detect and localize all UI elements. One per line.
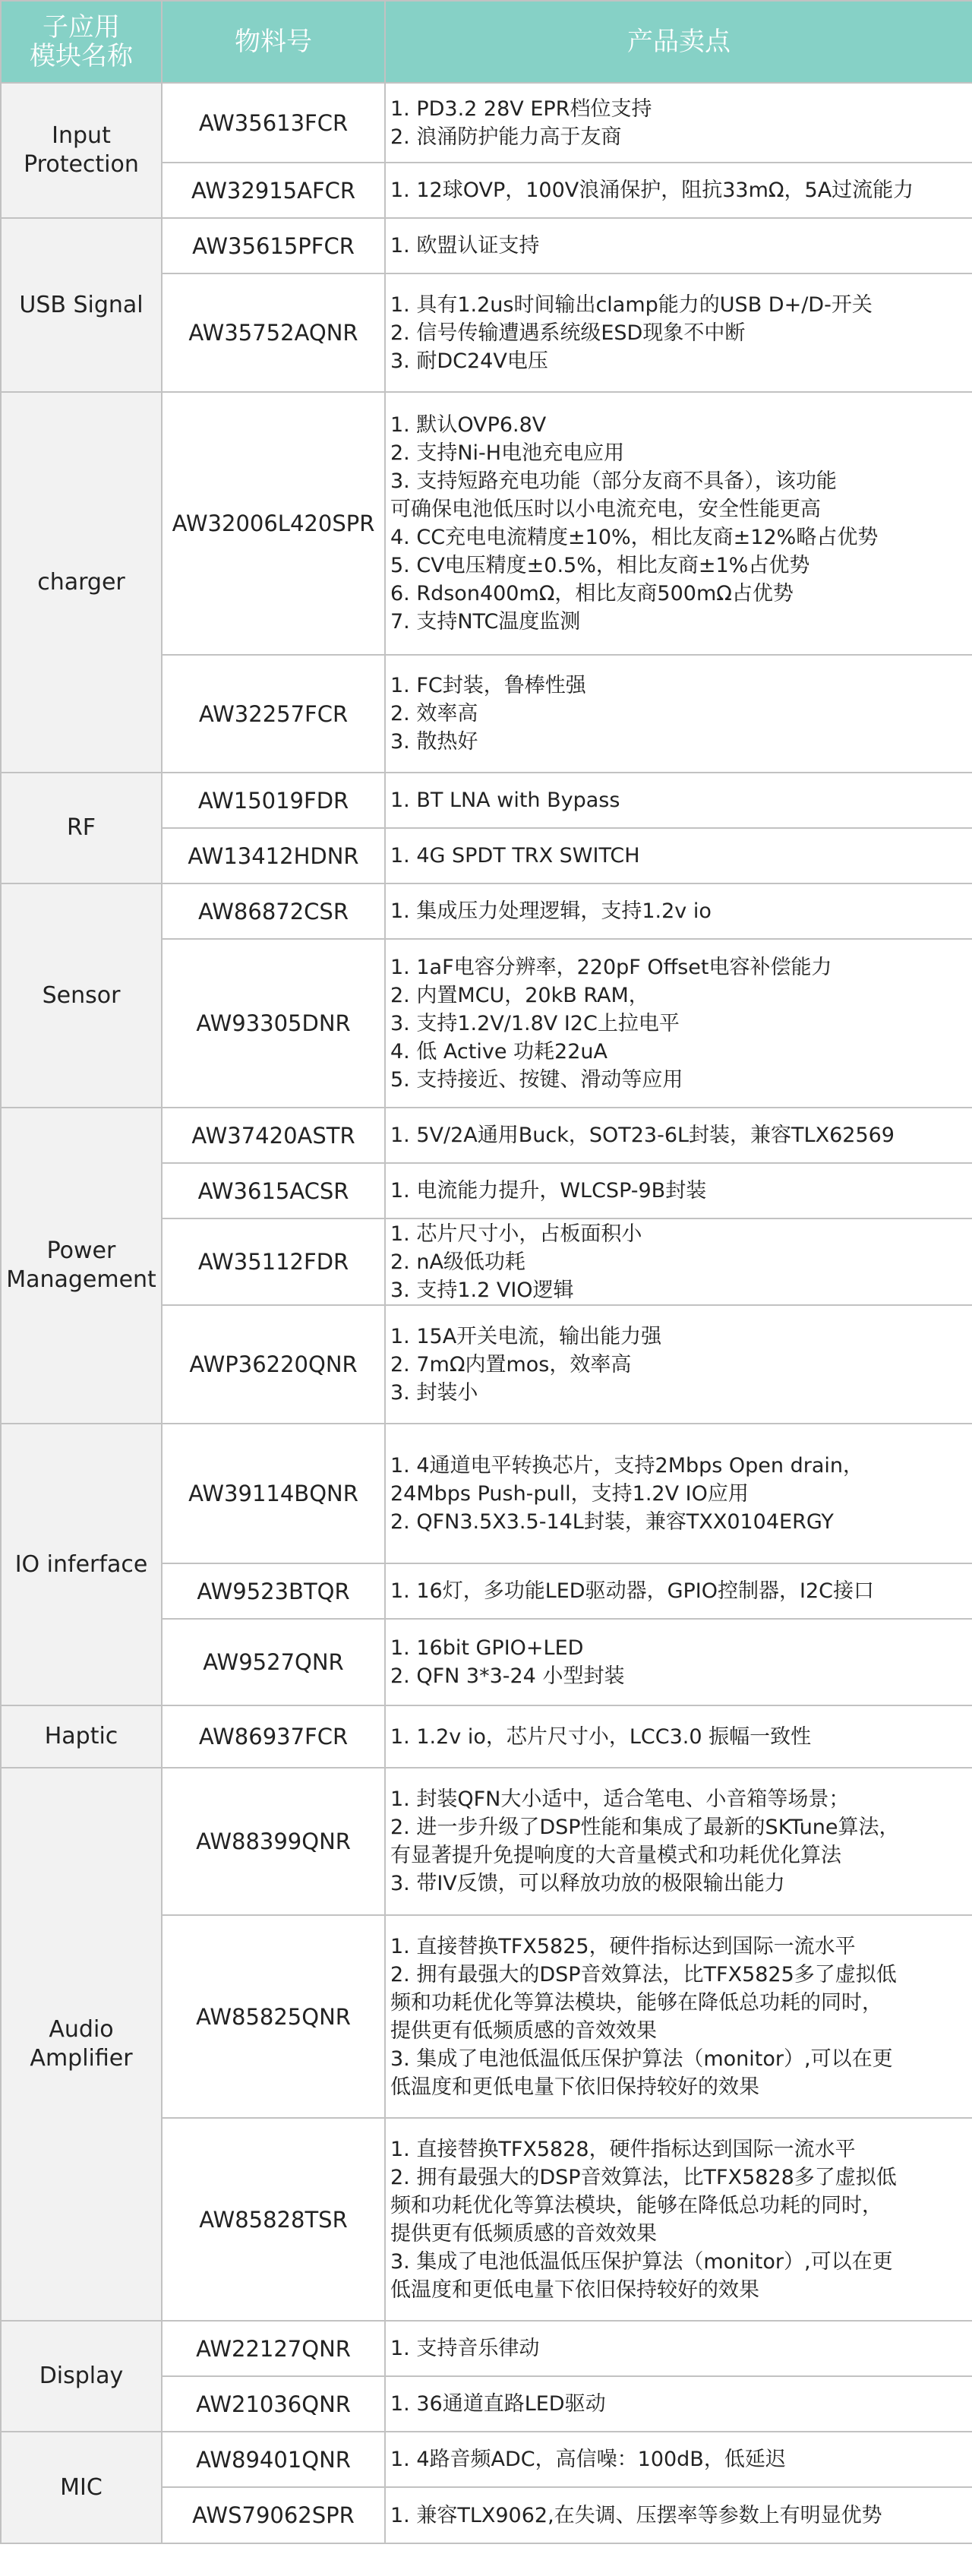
module-cell: [1, 1108, 162, 1424]
feature-line: 1. 具有1.2us时间输出clamp能力的USB D+/D-开关: [390, 292, 873, 317]
feature-line: 频和功耗优化等算法模块，能够在降低总功耗的同时，: [390, 2193, 882, 2217]
module-name: Display: [39, 2363, 124, 2389]
part-number: AW35112FDR: [162, 1218, 385, 1305]
feature-cell: [385, 1424, 972, 1563]
feature-cell: [385, 273, 972, 392]
table-row: [1, 883, 972, 939]
feature-line: 2. 支持Ni-H电池充电应用: [390, 441, 625, 465]
module-name: USB Signal: [19, 291, 144, 318]
table-row: [1, 2321, 972, 2376]
feature-line: 提供更有低频质感的音效效果: [390, 2018, 657, 2043]
part-number: AW37420ASTR: [162, 1108, 385, 1163]
feature-line: 1. 芯片尺寸小，占板面积小: [390, 1222, 642, 1246]
feature-cell: [385, 1563, 972, 1619]
feature-cell: [385, 1163, 972, 1218]
module-name: Haptic: [44, 1723, 118, 1749]
feature-line: 1. 1.2v io，芯片尺寸小，LCC3.0 振幅一致性: [390, 1724, 812, 1749]
table-row: [1, 1108, 972, 1163]
part-number: AW89401QNR: [162, 2432, 385, 2487]
module-cell: [1, 2321, 162, 2432]
feature-line: 3. 耐DC24V电压: [390, 349, 548, 373]
part-number: AW13412HDNR: [162, 828, 385, 883]
part-number: AWP36220QNR: [162, 1305, 385, 1424]
part-number: AW32257FCR: [162, 655, 385, 773]
feature-line: 1. PD3.2 28V EPR档位支持: [390, 96, 652, 121]
feature-line: 低温度和更低电量下依旧保持较好的效果: [390, 2277, 759, 2302]
part-number: AW22127QNR: [162, 2321, 385, 2376]
feature-cell: [385, 83, 972, 163]
module-cell: [1, 1424, 162, 1705]
part-number: AW9523BTQR: [162, 1563, 385, 1619]
feature-line: 5. 支持接近、按键、滑动等应用: [390, 1067, 683, 1092]
part-number: AW86872CSR: [162, 883, 385, 939]
table-row: [1, 1705, 972, 1768]
feature-line: 1. 默认OVP6.8V: [390, 413, 547, 437]
feature-line: 1. 16bit GPIO+LED: [390, 1636, 584, 1660]
feature-line: 1. 4G SPDT TRX SWITCH: [390, 844, 640, 868]
part-number: AW35752AQNR: [162, 273, 385, 392]
feature-line: 24Mbps Push-pull，支持1.2V IO应用: [390, 1481, 749, 1506]
table-row: [1, 392, 972, 655]
module-cell: [1, 218, 162, 392]
module-name: Input Protection: [24, 122, 139, 178]
module-name: charger: [37, 568, 125, 596]
feature-line: 2. 拥有最强大的DSP音效算法，比TFX5828多了虚拟低: [390, 2165, 897, 2189]
feature-cell: [385, 392, 972, 655]
module-name: MIC: [60, 2473, 103, 2501]
header-row: [1, 1, 972, 83]
module-name: Power Management: [6, 1237, 156, 1293]
part-number: AW32006L420SPR: [162, 392, 385, 655]
feature-line: 3. 支持1.2 VIO逻辑: [390, 1278, 574, 1302]
feature-cell: [385, 828, 972, 883]
part-number: AW32915AFCR: [162, 163, 385, 218]
module-cell: [1, 773, 162, 883]
feature-line: 1. 4路音频ADC，高信噪：100dB，低延迟: [390, 2448, 786, 2471]
feature-cell: [385, 883, 972, 939]
part-number: AW39114BQNR: [162, 1424, 385, 1563]
feature-line: 3. 集成了电池低温低压保护算法（monitor）,可以在更: [390, 2047, 893, 2071]
feature-line: 2. 效率高: [390, 702, 478, 725]
feature-line: 可确保电池低压时以小电流充电，安全性能更高: [390, 498, 821, 521]
part-number: AW85825QNR: [162, 1915, 385, 2118]
feature-line: 1. BT LNA with Bypass: [390, 789, 620, 812]
feature-line: 2. 信号传输遭遇系统级ESD现象不中断: [390, 321, 746, 345]
feature-line: 1. 15A开关电流，输出能力强: [390, 1324, 662, 1348]
feature-line: 3. 集成了电池低温低压保护算法（monitor）,可以在更: [390, 2249, 893, 2274]
module-cell: [1, 392, 162, 773]
feature-cell: [385, 939, 972, 1108]
feature-cell: [385, 1705, 972, 1768]
feature-line: 有显著提升免提响度的大音量模式和功耗优化算法: [390, 1844, 841, 1867]
module-name: RF: [66, 814, 96, 841]
part-number: AW15019FDR: [162, 773, 385, 828]
feature-cell: [385, 2118, 972, 2321]
feature-line: 3. 支持短路充电功能（部分友商不具备），该功能: [390, 469, 837, 493]
table-row: [1, 1768, 972, 1915]
feature-cell: [385, 1619, 972, 1705]
table-row: [1, 1424, 972, 1563]
feature-line: 2. 拥有最强大的DSP音效算法，比TFX5825多了虚拟低: [390, 1962, 897, 1987]
feature-cell: [385, 2321, 972, 2376]
feature-line: 3. 带IV反馈，可以释放功放的极限输出能力: [390, 1872, 785, 1895]
table-row: [1, 773, 972, 828]
feature-cell: [385, 1218, 972, 1305]
module-cell: [1, 83, 162, 218]
feature-line: 2. nA级低功耗: [390, 1250, 525, 1274]
part-number: AW35613FCR: [162, 83, 385, 163]
feature-line: 2. 进一步升级了DSP性能和集成了最新的SKTune算法，: [390, 1816, 900, 1839]
feature-cell: [385, 163, 972, 218]
feature-line: 1. 电流能力提升，WLCSP-9B封装: [390, 1179, 707, 1203]
feature-line: 4. 低 Active 功耗22uA: [390, 1039, 608, 1064]
feature-cell: [385, 1915, 972, 2118]
feature-line: 4. CC充电电流精度±10%，相比友商±12%略占优势: [390, 526, 879, 549]
module-cell: [1, 1768, 162, 2321]
feature-line: 1. 1aF电容分辨率，220pF Offset电容补偿能力: [390, 955, 832, 979]
header-features: 产品卖点: [385, 1, 972, 83]
part-number: AW86937FCR: [162, 1705, 385, 1768]
feature-line: 1. 直接替换TFX5828，硬件指标达到国际一流水平: [390, 2137, 856, 2161]
part-number: AW85828TSR: [162, 2118, 385, 2321]
feature-line: 1. 5V/2A通用Buck，SOT23-6L封装，兼容TLX62569: [390, 1124, 895, 1147]
feature-line: 低温度和更低电量下依旧保持较好的效果: [390, 2075, 759, 2099]
module-cell: [1, 2432, 162, 2543]
feature-cell: [385, 1108, 972, 1163]
feature-line: 6. Rdson400mΩ，相比友商500mΩ占优势: [390, 582, 794, 605]
feature-line: 1. 16灯，多功能LED驱动器，GPIO控制器，I2C接口: [390, 1579, 875, 1603]
header-part-number: 物料号: [162, 1, 385, 83]
feature-cell: [385, 773, 972, 828]
feature-line: 提供更有低频质感的音效效果: [390, 2221, 657, 2246]
feature-line: 1. FC封装，鲁棒性强: [390, 674, 586, 697]
feature-line: 1. 集成压力处理逻辑，支持1.2v io: [390, 899, 712, 923]
module-cell: [1, 1705, 162, 1768]
feature-line: 1. 支持音乐律动: [390, 2337, 540, 2360]
feature-line: 1. 直接替换TFX5825，硬件指标达到国际一流水平: [390, 1934, 856, 1958]
part-number: AWS79062SPR: [162, 2487, 385, 2543]
module-cell: [1, 883, 162, 1108]
part-number: AW88399QNR: [162, 1768, 385, 1915]
module-name: IO inferface: [14, 1550, 148, 1578]
feature-cell: [385, 218, 972, 273]
feature-line: 2. 内置MCU，20kB RAM，: [390, 983, 649, 1007]
feature-line: 3. 支持1.2V/1.8V I2C上拉电平: [390, 1011, 680, 1035]
feature-line: 1. 36通道直路LED驱动: [390, 2392, 606, 2416]
header-module: 子应用 模块名称: [1, 1, 162, 83]
feature-cell: [385, 2376, 972, 2432]
feature-line: 频和功耗优化等算法模块，能够在降低总功耗的同时，: [390, 1990, 882, 2015]
feature-line: 7. 支持NTC温度监测: [390, 610, 581, 634]
feature-line: 1. 4通道电平转换芯片，支持2Mbps Open drain，: [390, 1453, 864, 1478]
part-number: AW9527QNR: [162, 1619, 385, 1705]
table-row: [1, 218, 972, 273]
part-number: AW21036QNR: [162, 2376, 385, 2432]
feature-cell: [385, 655, 972, 773]
table-row: [1, 83, 972, 163]
feature-line: 1. 封装QFN大小适中，适合笔电、小音箱等场景；: [390, 1787, 850, 1811]
table-row: [1, 2432, 972, 2487]
part-number: AW3615ACSR: [162, 1163, 385, 1218]
feature-line: 2. 浪涌防护能力高于友商: [390, 125, 622, 149]
feature-line: 2. 7mΩ内置mos，效率高: [390, 1352, 632, 1377]
feature-line: 2. QFN3.5X3.5-14L封装，兼容TXX0104ERGY: [390, 1509, 834, 1534]
feature-cell: [385, 2432, 972, 2487]
part-number: AW93305DNR: [162, 939, 385, 1108]
feature-line: 3. 散热好: [390, 730, 478, 754]
feature-line: 1. 欧盟认证支持: [390, 234, 540, 258]
feature-line: 1. 兼容TLX9062,在失调、压摆率等参数上有明显优势: [390, 2503, 882, 2527]
part-number: AW35615PFCR: [162, 218, 385, 273]
feature-cell: [385, 1768, 972, 1915]
feature-line: 5. CV电压精度±0.5%，相比友商±1%占优势: [390, 554, 810, 577]
feature-cell: [385, 1305, 972, 1424]
feature-line: 3. 封装小: [390, 1380, 478, 1405]
module-name: Audio Amplifier: [30, 2016, 133, 2072]
feature-line: 2. QFN 3*3-24 小型封装: [390, 1664, 625, 1688]
module-name: Sensor: [42, 981, 121, 1009]
feature-cell: [385, 2487, 972, 2543]
feature-line: 1. 12球OVP，100V浪涌保护，阻抗33mΩ，5A过流能力: [390, 179, 914, 202]
